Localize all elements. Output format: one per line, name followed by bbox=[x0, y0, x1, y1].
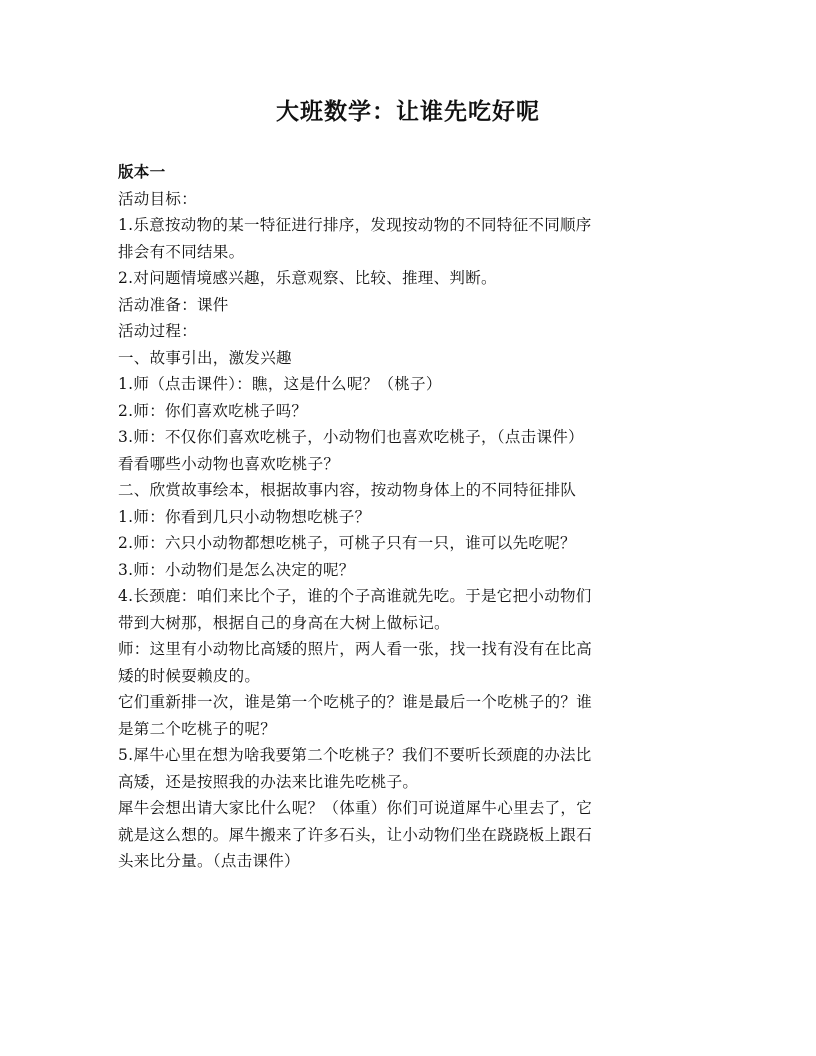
paragraph-line: 头来比分量。（点击课件） bbox=[118, 852, 300, 870]
paragraph-line: 看看哪些小动物也喜欢吃桃子？ bbox=[118, 454, 340, 473]
paragraph-line: 师：这里有小动物比高矮的照片，两人看一张，找一找有没有在比高 bbox=[118, 640, 593, 658]
paragraph-line: 1.师（点击课件）：瞧，这是什么呢？（桃子） bbox=[118, 375, 442, 393]
paragraph-line: 3.师：不仅你们喜欢吃桃子，小动物们也喜欢吃桃子，（点击课件） bbox=[118, 428, 584, 446]
paragraph-line: 是第二个吃桃子的呢？ bbox=[118, 719, 277, 738]
paragraph-line: 矮的时候耍赖皮的。 bbox=[118, 666, 261, 685]
page-title: 大班数学：让谁先吃好呢 bbox=[276, 98, 540, 125]
paragraph-line: 活动过程： bbox=[118, 322, 198, 340]
document-body bbox=[118, 159, 686, 875]
paragraph-line: 1.师：你看到几只小动物想吃桃子？ bbox=[118, 507, 371, 526]
paragraph-line: 3.师：小动物们是怎么决定的呢？ bbox=[118, 560, 355, 579]
paragraph-line: 活动目标： bbox=[118, 189, 198, 208]
paragraph-line: 2.师：六只小动物都想吃桃子，可桃子只有一只，谁可以先吃呢？ bbox=[118, 534, 576, 552]
paragraph-line: 高矮，还是按照我的办法来比谁先吃桃子。 bbox=[118, 772, 419, 791]
paragraph-line: 活动准备：课件 bbox=[118, 295, 229, 314]
paragraph-line: 2.对问题情境感兴趣，乐意观察、比较、推理、判断。 bbox=[118, 269, 497, 287]
paragraph-line: 二、欣赏故事绘本，根据故事内容，按动物身体上的不同特征排队 bbox=[118, 481, 577, 499]
paragraph-line: 4.长颈鹿：咱们来比个子，谁的个子高谁就先吃。于是它把小动物们 bbox=[118, 587, 592, 605]
paragraph-line: 就是这么想的。犀牛搬来了许多石头，让小动物们坐在跷跷板上跟石 bbox=[118, 825, 593, 844]
paragraph-line: 5.犀牛心里在想为啥我要第二个吃桃子？我们不要听长颈鹿的办法比 bbox=[118, 746, 592, 764]
paragraph-line: 带到大树那，根据自己的身高在大树上做标记。 bbox=[118, 613, 450, 632]
paragraph-line: 排会有不同结果。 bbox=[118, 242, 245, 261]
section-heading: 版本一 bbox=[118, 162, 166, 181]
paragraph-line: 2.师：你们喜欢吃桃子吗？ bbox=[118, 401, 308, 420]
paragraph-line: 一、故事引出，激发兴趣 bbox=[118, 348, 292, 367]
paragraph-line: 它们重新排一次，谁是第一个吃桃子的？谁是最后一个吃桃子的？谁 bbox=[118, 693, 593, 711]
paragraph-line: 1.乐意按动物的某一特征进行排序，发现按动物的不同特征不同顺序 bbox=[118, 216, 592, 234]
paragraph-line: 犀牛会想出请大家比什么呢？（体重）你们可说道犀牛心里去了，它 bbox=[118, 799, 593, 817]
